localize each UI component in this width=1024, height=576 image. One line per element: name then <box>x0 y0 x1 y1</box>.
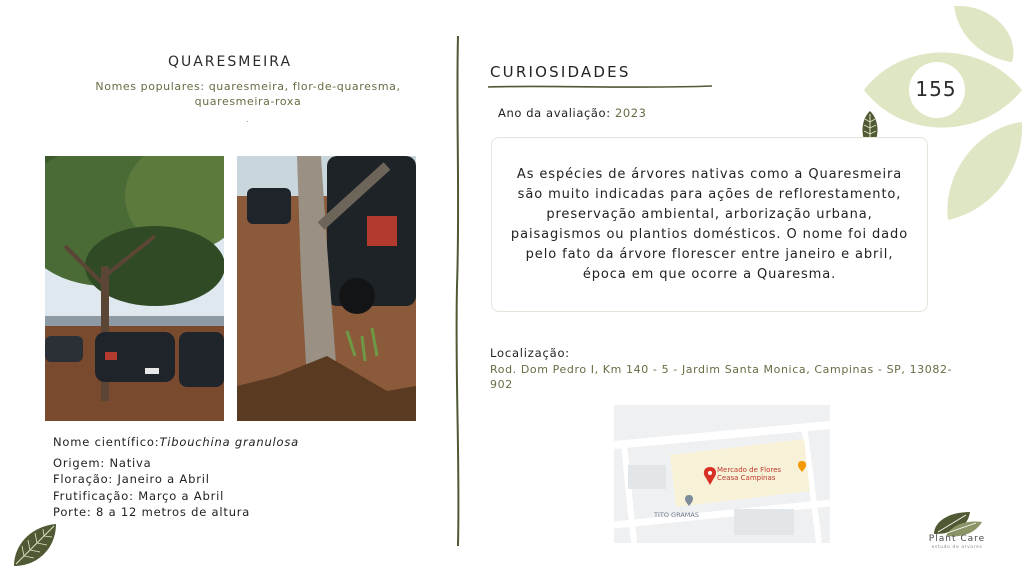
scientific-name-value: Tibouchina granulosa <box>159 435 300 449</box>
popular-names-line2: quaresmeira-roxa <box>194 95 302 108</box>
size-row: Porte: 8 a 12 metros de altura <box>53 505 251 519</box>
tree-photo-trunk <box>237 156 416 421</box>
curiosities-title: CURIOSIDADES <box>490 63 631 81</box>
map-place-label <box>717 466 781 482</box>
title-underline <box>488 84 712 90</box>
curiosities-text: As espécies de árvores nativas como a Quaresmeira são muito indicadas para ações de reflorestamento, preservação ambiental, arborização urbana, paisagismos ou plantios domésticos. O nome foi dado pelo fato da árvore florescer entre janeiro e abril, época em que ocorre a Quaresma. <box>510 166 909 282</box>
vertical-divider <box>452 36 464 546</box>
location-label: Localização: <box>490 346 570 360</box>
tree-photo-canopy <box>45 156 224 421</box>
species-facts <box>53 434 299 521</box>
fruiting-row: Frutificação: Março a Abril <box>53 488 225 503</box>
scientific-name-row <box>53 434 299 451</box>
map-place-line2: Ceasa Campinas <box>717 474 776 482</box>
brand-name: Plant Care <box>928 534 986 544</box>
page-number: 155 <box>915 77 957 101</box>
location-address: Rod. Dom Pedro I, Km 140 - 5 - Jardim Santa Monica, Campinas - SP, 13082-902 <box>490 363 953 391</box>
origin-row: Origem: Nativa <box>53 455 152 470</box>
flowering-row: Floração: Janeiro a Abril <box>53 472 210 486</box>
curiosities-box <box>491 137 928 312</box>
species-title: QUARESMEIRA <box>167 54 293 70</box>
brand-tagline: estudo de arvores <box>931 545 983 550</box>
leaf-icon <box>10 520 60 570</box>
separator-dot: . <box>246 115 249 124</box>
evaluation-year <box>498 106 647 120</box>
popular-names <box>60 79 436 109</box>
evaluation-year-label: Ano da avaliação: <box>498 106 615 120</box>
map-place-label-2: TITO GRAMAS <box>654 511 699 519</box>
scientific-name-label: Nome científico: <box>53 435 160 449</box>
popular-names-line1: Nomes populares: quaresmeira, flor-de-quaresma, <box>95 80 401 93</box>
map-place-line1: Mercado de Flores <box>717 466 782 474</box>
evaluation-year-value: 2023 <box>614 106 647 120</box>
